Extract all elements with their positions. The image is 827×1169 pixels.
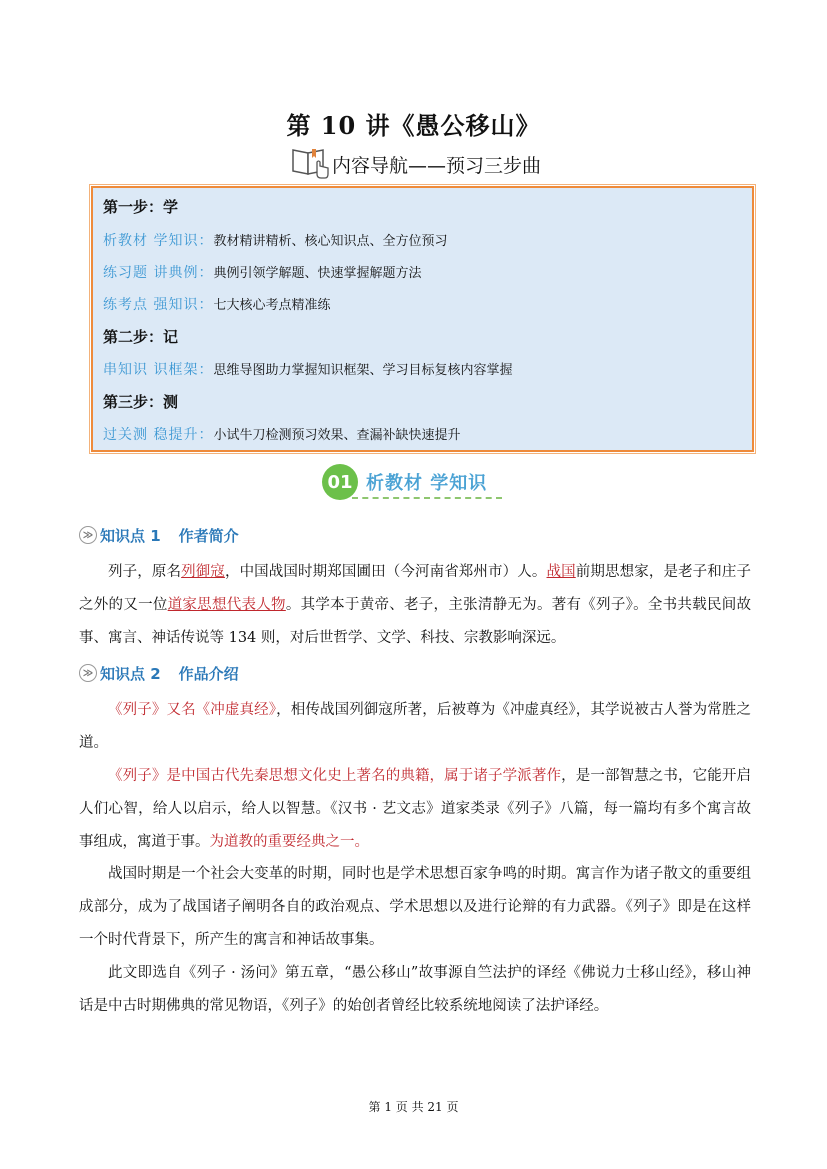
nav-heading-text: 内容导航——预习三步曲 [332,154,542,177]
nav-heading [290,146,541,182]
knowledge-point-1-heading: ≫ 知识点 1 作者简介 [79,523,239,547]
content-navigation-box [91,186,754,452]
book-pointer-icon [290,144,332,185]
nav-item: 析教材 学知识：教材精讲精析、核心知识点、全方位预习 [103,233,448,249]
double-chevron-icon: ≫ [79,664,97,682]
author-intro-paragraph: 列子，原名列御寇，中国战国时期郑国圃田（今河南省郑州市）人。战国前期思想家，是老子和庄子之外的又一位道家思想代表人物。其学本于黄帝、老子，主张清静无为。著有《列子》。全书共载民间故事、寓言、神话传说等 134 则，对后世哲学、文学、科技、宗教影响深远。 [79,564,752,646]
section-underline [352,497,502,499]
work-intro-paragraph-4: 此文即选自《列子 · 汤问》第五章，“愚公移山”故事源自竺法护的译经《佛说力士移山经》，移山神话是中古时期佛典的常见物语，《列子》的始创者曾经比较系统地阅读了法护译经。 [79,965,751,1014]
nav-item: 练考点 强知识：七大核心考点精准练 [103,297,331,313]
section-label: 析教材 学知识 [366,473,488,494]
page-footer: 第 1 页 共 21 页 [368,1100,459,1114]
nav-item: 练习题 讲典例：典例引领学解题、快速掌握解题方法 [103,265,422,281]
work-intro-paragraph-1: 《列子》又名《冲虚真经》，相传战国列御寇所著，后被尊为《冲虚真经》，其学说被古人誉为常胜之道。 [79,702,752,751]
nav-step-1: 第一步：学 [103,198,179,216]
double-chevron-icon: ≫ [79,526,97,544]
page-title: 第 10 讲《愚公移山》 [286,111,541,140]
section-number: 01 [322,464,358,500]
nav-item: 过关测 稳提升：小试牛刀检测预习效果、查漏补缺快速提升 [103,427,461,443]
nav-step-2: 第二步：记 [103,328,179,346]
nav-step-3: 第三步：测 [103,393,179,411]
section-banner [322,462,487,502]
work-intro-paragraph-2: 《列子》是中国古代先秦思想文化史上著名的典籍，属于诸子学派著作，是一部智慧之书，它能开启人们心智，给人以启示，给人以智慧。《汉书 · 艺文志》道家类录《列子》八篇，每一篇均有多个寓言故事组成，寓道于事。为道教的重要经典之一。 [79,768,752,850]
knowledge-point-2-heading: ≫ 知识点 2 作品介绍 [79,661,239,685]
nav-item: 串知识 识框架：思维导图助力掌握知识框架、学习目标复核内容掌握 [103,362,513,378]
work-intro-paragraph-3: 战国时期是一个社会大变革的时期，同时也是学术思想百家争鸣的时期。寓言作为诸子散文的重要组成部分，成为了战国诸子阐明各自的政治观点、学术思想以及进行论辩的有力武器。《列子》即是在这样一个时代背景下，所产生的寓言和神话故事集。 [79,866,751,948]
